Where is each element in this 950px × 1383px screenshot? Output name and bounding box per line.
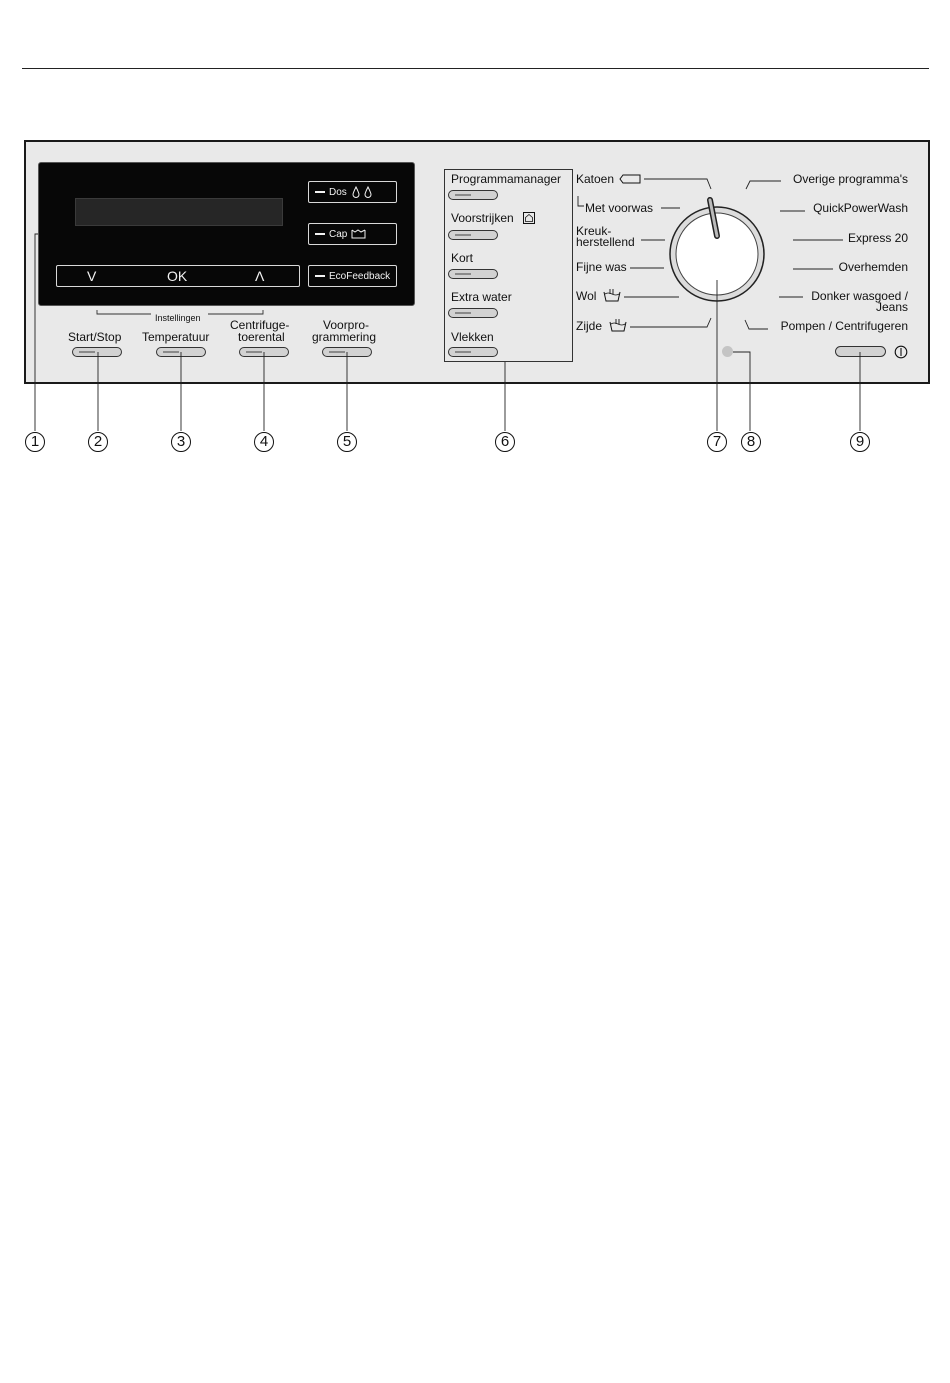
start-stop-label: Start/Stop xyxy=(68,330,122,344)
settings-group-label: Instellingen xyxy=(155,313,201,323)
nav-ok-button[interactable]: OK xyxy=(167,268,188,284)
callout-5: 5 xyxy=(337,432,357,452)
option-kort-label: Kort xyxy=(451,251,474,265)
nav-up-button[interactable]: Λ xyxy=(255,268,265,284)
cap-label: Cap xyxy=(329,228,348,240)
program-donker-label-line1: Donker wasgoed / xyxy=(811,289,908,303)
nav-down-button[interactable]: V xyxy=(87,268,97,284)
spin-label-line2: toerental xyxy=(238,330,285,344)
program-donker-label-line2: Jeans xyxy=(875,300,908,314)
spin-label-line1: Centrifuge- xyxy=(230,318,290,332)
option-vlekken-label: Vlekken xyxy=(451,330,494,344)
program-met-voorwas-label: Met voorwas xyxy=(585,201,654,215)
callout-9: 9 xyxy=(850,432,870,452)
callout-2: 2 xyxy=(88,432,108,452)
callout-3: 3 xyxy=(171,432,191,452)
ecofeedback-label: EcoFeedback xyxy=(329,270,391,282)
callout-8: 8 xyxy=(741,432,761,452)
callout-1: 1 xyxy=(25,432,45,452)
callout-4: 4 xyxy=(254,432,274,452)
program-kreuk-label-line2: herstellend xyxy=(576,235,635,249)
program-pompen-label: Pompen / Centrifugeren xyxy=(780,319,908,333)
option-programmamanager-label: Programmamanager xyxy=(451,172,562,186)
delay-label-line2: grammering xyxy=(312,330,377,344)
dos-label: Dos xyxy=(329,186,347,198)
callout-6: 6 xyxy=(495,432,515,452)
program-fijne-was-label: Fijne was xyxy=(576,260,627,274)
program-overige-label: Overige programma's xyxy=(793,172,908,186)
program-katoen-label: Katoen xyxy=(576,172,615,186)
callout-7: 7 xyxy=(707,432,727,452)
program-kreuk-label-line1: Kreuk- xyxy=(576,224,612,238)
program-overhemden-label: Overhemden xyxy=(838,260,908,274)
program-wol-label: Wol xyxy=(576,289,597,303)
option-voorstrijken-label: Voorstrijken xyxy=(451,211,514,225)
program-quickpowerwash-label: QuickPowerWash xyxy=(813,201,908,215)
temperature-label: Temperatuur xyxy=(142,330,210,344)
program-zijde-label: Zijde xyxy=(576,319,603,333)
option-extra-water-label: Extra water xyxy=(451,290,512,304)
delay-label-line1: Voorpro- xyxy=(323,318,370,332)
program-express-label: Express 20 xyxy=(847,231,908,245)
